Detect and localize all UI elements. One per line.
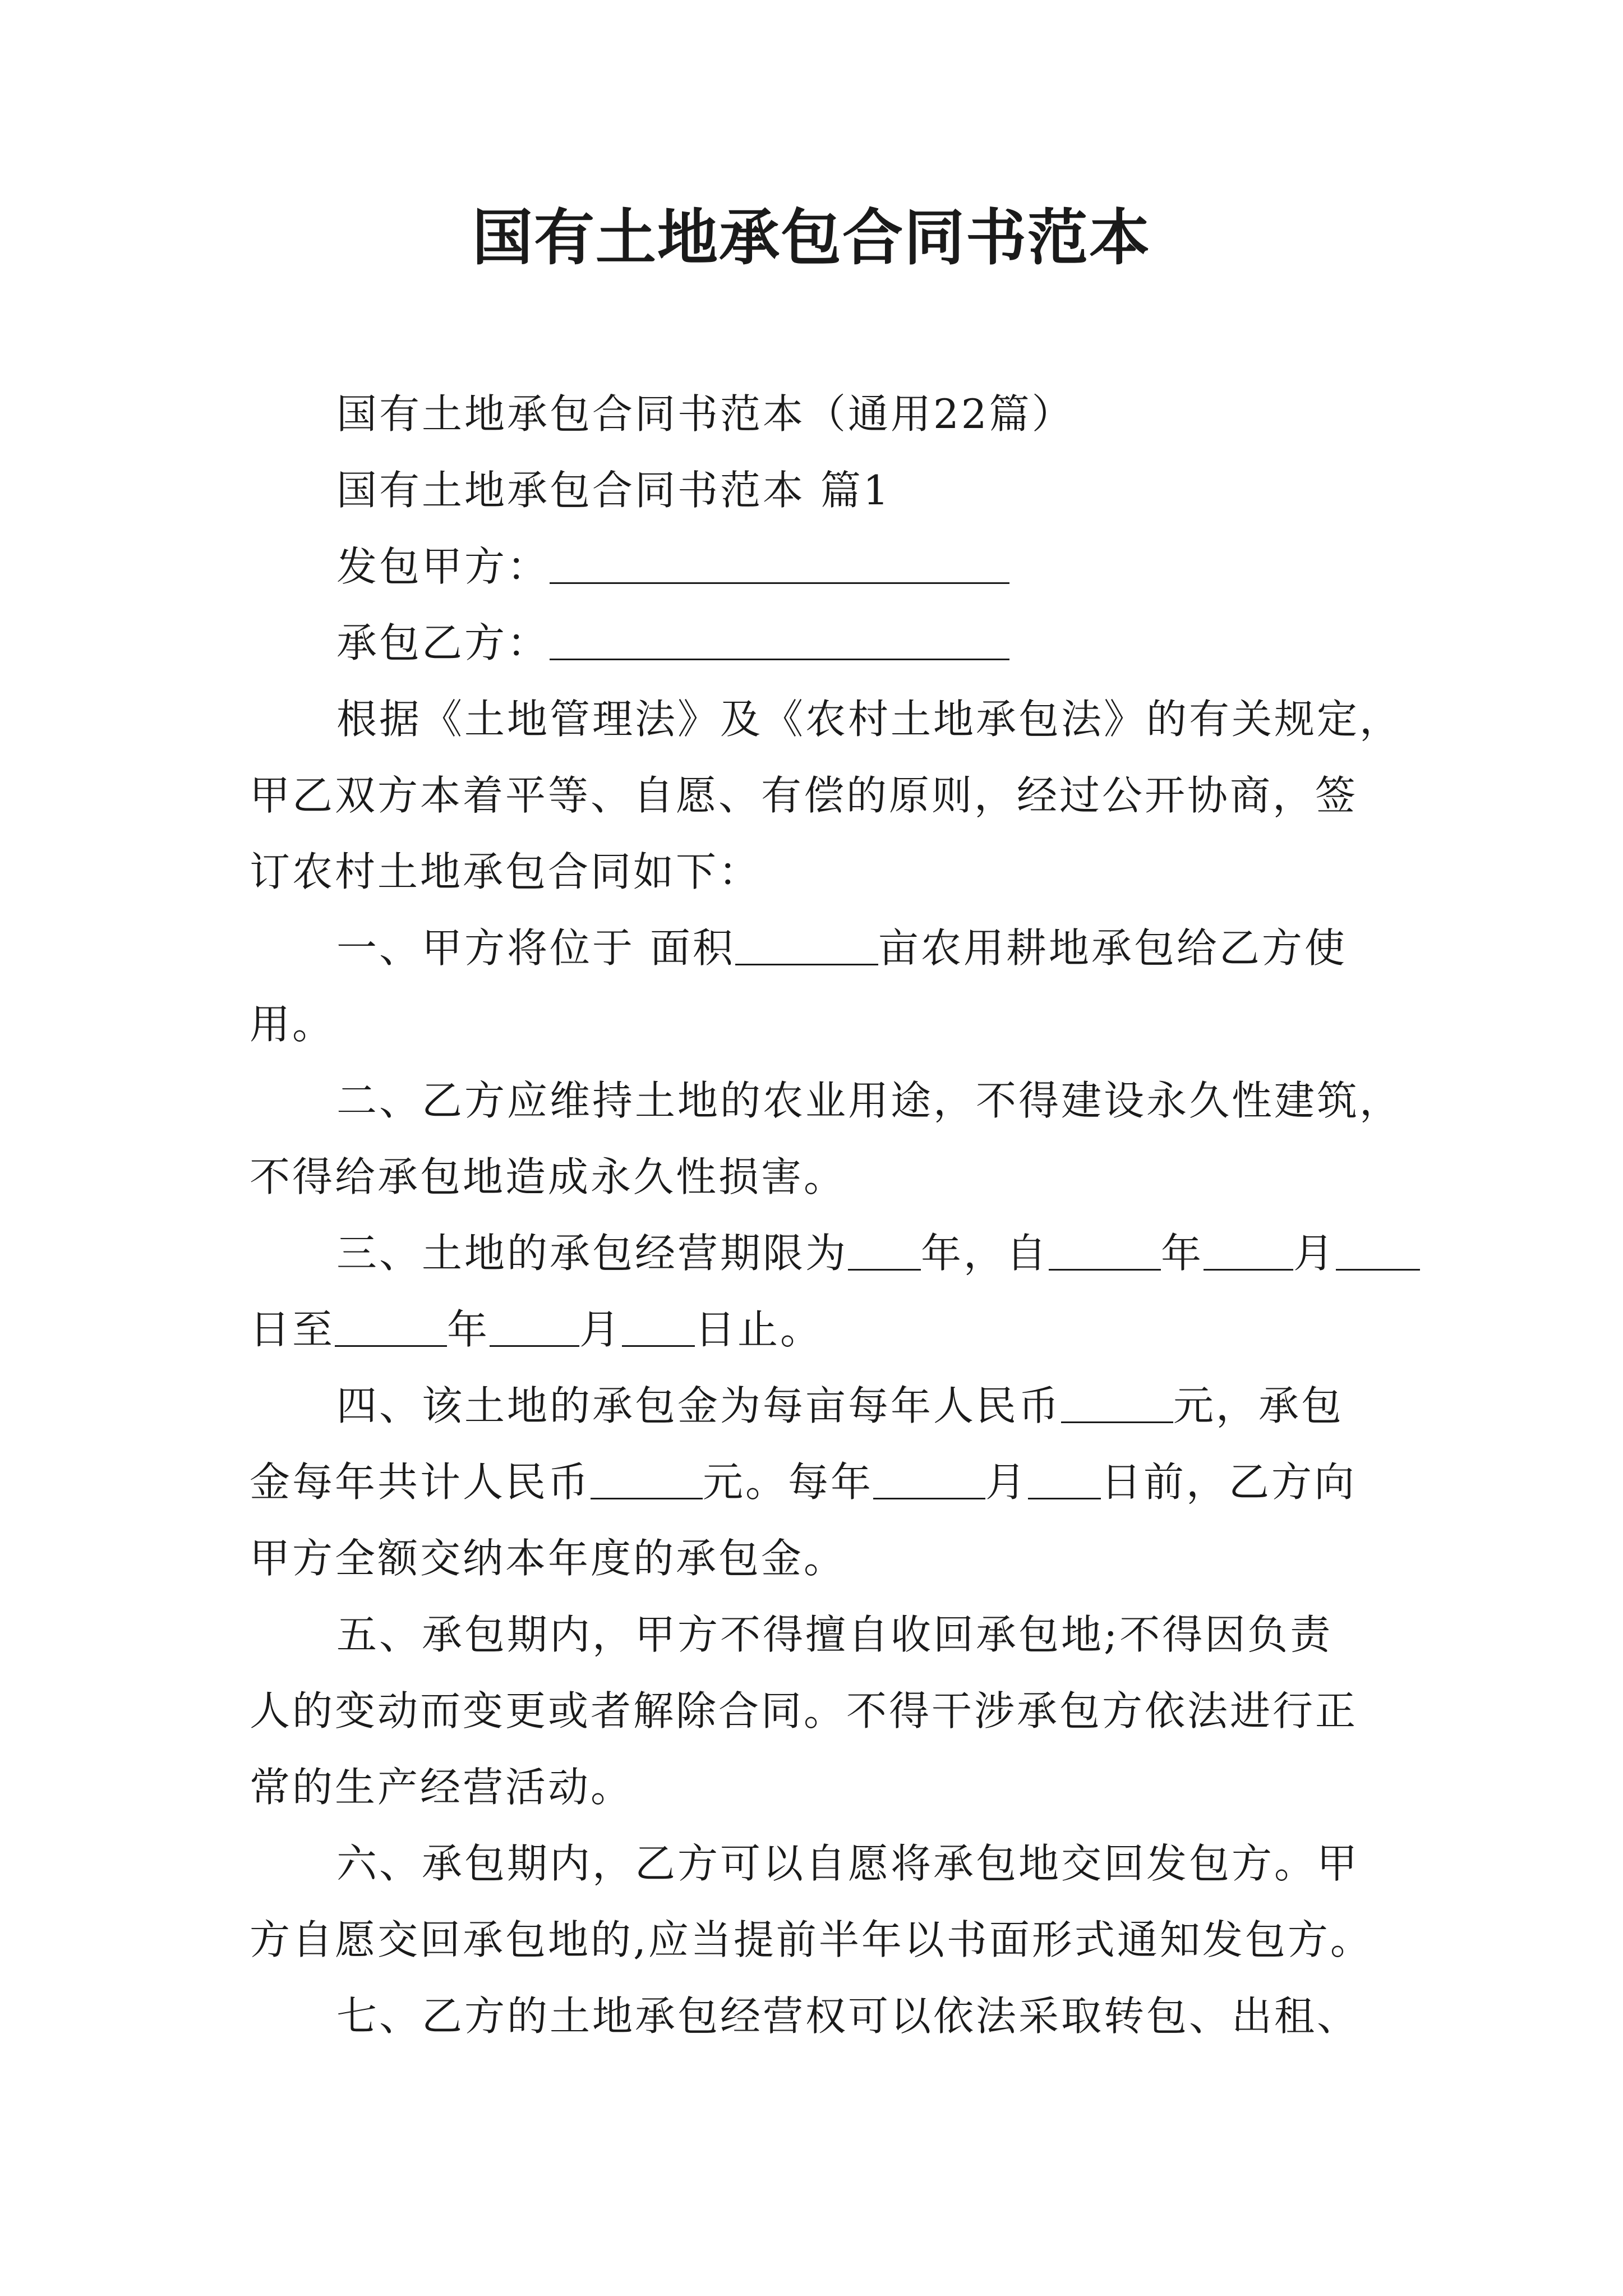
party-b-line: [336, 605, 1009, 681]
per-mu-fee-blank: [1061, 1388, 1173, 1423]
clause-5-line-2: 人的变动而变更或者解除合同。不得干涉承包方依法进行正: [250, 1687, 1358, 1734]
start-day-blank: [1336, 1235, 1420, 1271]
end-year-blank: [335, 1312, 447, 1347]
payment-day-blank: [1028, 1464, 1101, 1499]
clause-7-line-1: 七、乙方的土地承包经营权可以依法采取转包、出租、: [336, 1993, 1360, 2040]
party-b-label: 承包乙方：: [336, 619, 550, 666]
total-fee-blank: [591, 1464, 703, 1499]
party-b-blank: [550, 625, 1009, 660]
clause-3-text-g: 月: [579, 1306, 623, 1353]
clause-3-text-a: 三、土地的承包经营期限为: [336, 1230, 849, 1277]
clause-1-text-a: 一、甲方将位于 面积: [336, 924, 735, 972]
clause-4-line-2: [250, 1444, 1357, 1520]
clause-2-line-2: 不得给承包地造成永久性损害。: [250, 1153, 847, 1200]
end-month-blank: [490, 1312, 579, 1347]
party-a-blank: [550, 549, 1009, 584]
section-heading: 国有土地承包合同书范本 篇1: [336, 467, 891, 514]
clause-5-line-3: 常的生产经营活动。: [250, 1764, 634, 1811]
clause-1-text-b: 亩农用耕地承包给乙方使: [878, 924, 1347, 972]
area-blank: [735, 930, 878, 965]
clause-3-text-b: 年，自: [921, 1230, 1049, 1277]
start-month-blank: [1204, 1235, 1293, 1271]
document-subtitle: 国有土地承包合同书范本（通用22篇）: [336, 390, 1075, 438]
start-year-blank: [1049, 1235, 1161, 1271]
clause-3-text-e: 日至: [250, 1306, 335, 1353]
clause-5-line-1: 五、承包期内，甲方不得擅自收回承包地;不得因负责: [336, 1611, 1333, 1658]
clause-3-text-f: 年: [447, 1306, 490, 1353]
clause-1-line-2: 用。: [250, 1001, 335, 1048]
intro-line-2: 甲乙双方本着平等、自愿、有偿的原则，经过公开协商，签: [250, 772, 1358, 819]
clause-4-text-f: 日前，乙方向: [1101, 1458, 1357, 1506]
clause-1-line-1: [336, 910, 1347, 986]
clause-3-line-1: [336, 1215, 1420, 1291]
document-title: 国有土地承包合同书范本: [472, 203, 1151, 273]
clause-4-text-d: 元。每年: [703, 1458, 874, 1506]
clause-4-text-b: 元，承包: [1173, 1382, 1344, 1429]
clause-6-line-2: 方自愿交回承包地的,应当提前半年以书面形式通知发包方。: [250, 1916, 1373, 1963]
intro-line-1: 根据《土地管理法》及《农村土地承包法》的有关规定，: [336, 696, 1403, 743]
clause-3-text-h: 日止。: [695, 1306, 823, 1353]
clause-6-line-1: 六、承包期内，乙方可以自愿将承包地交回发包方。甲: [336, 1840, 1360, 1887]
party-a-label: 发包甲方：: [336, 543, 550, 590]
clause-3-text-d: 月: [1293, 1230, 1336, 1277]
clause-3-line-2: [250, 1291, 823, 1368]
clause-4-text-a: 四、该土地的承包金为每亩每年人民币: [336, 1382, 1062, 1429]
clause-2-line-1: 二、乙方应维持土地的农业用途，不得建设永久性建筑，: [336, 1077, 1403, 1124]
clause-4-line-1: [336, 1368, 1344, 1444]
clause-4-text-e: 月: [985, 1458, 1029, 1506]
payment-month-blank: [873, 1464, 985, 1499]
party-a-line: [336, 528, 1009, 605]
term-years-blank: [848, 1235, 921, 1271]
clause-4-line-3: 甲方全额交纳本年度的承包金。: [250, 1535, 847, 1582]
clause-4-text-c: 金每年共计人民币: [250, 1458, 591, 1506]
intro-line-3: 订农村土地承包合同如下：: [250, 848, 762, 895]
clause-3-text-c: 年: [1161, 1230, 1204, 1277]
end-day-blank: [622, 1312, 695, 1347]
